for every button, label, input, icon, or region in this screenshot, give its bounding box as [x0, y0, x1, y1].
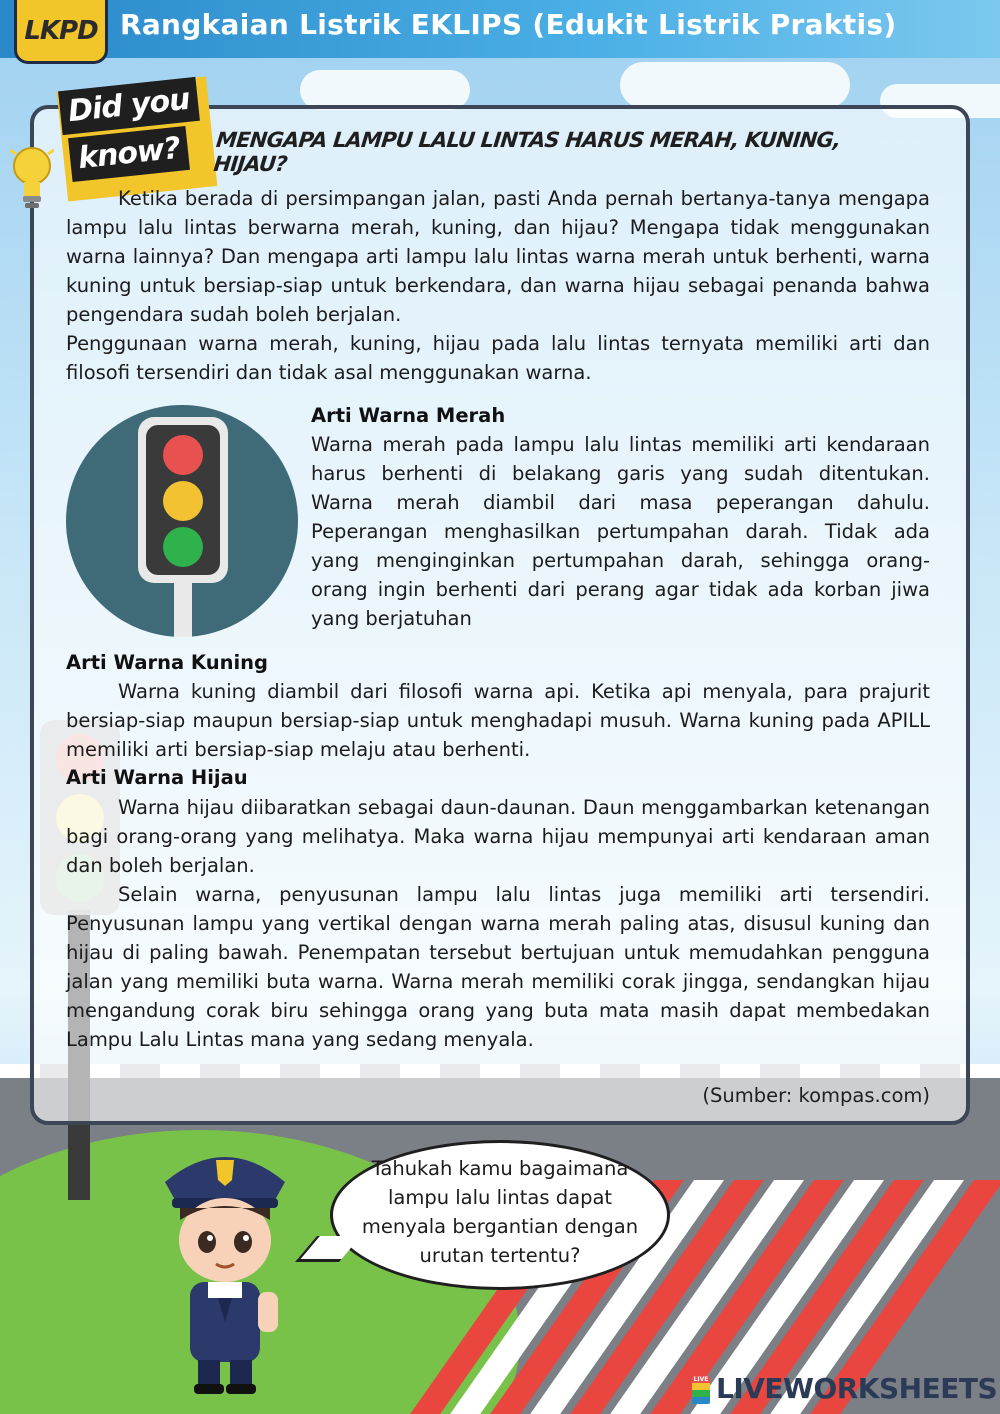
- article-question: MENGAPA LAMPU LALU LINTAS HARUS MERAH, KUNING, HIJAU?: [212, 128, 842, 176]
- intro-paragraph-1: Ketika berada di persimpangan jalan, pasti Anda pernah bertanya-tanya mengapa lampu lalu lintas berwarna merah, kuning, dan hijau? Mengapa tidak menggunakan warna lainnya? Dan mengapa arti lampu lalu lintas warna merah untuk berhenti, warna kuning untuk bersiap-siap untuk berkendara, dan warna hijau sebagai penanda bahwa pengendara sudah boleh berjalan.: [66, 187, 930, 326]
- traffic-light-icon: [66, 405, 298, 637]
- yellow-body: Warna kuning diambil dari filosofi warna api. Ketika api menyala, para prajurit bersiap-siap maupun bersiap-siap untuk menghadapi musuh. Warna kuning pada APILL memiliki arti bersiap-siap melaju atau berhenti.: [66, 680, 930, 761]
- page-title: Rangkaian Listrik EKLIPS (Edukit Listrik Praktis): [120, 8, 897, 41]
- did-you-know-banner: [42, 78, 202, 198]
- yellow-heading: Arti Warna Kuning: [66, 651, 268, 674]
- liveworksheets-brand[interactable]: LIVEWORKSHEETS: [716, 1372, 998, 1405]
- liveworksheets-logo: LIVE: [692, 1376, 710, 1404]
- cloud: [620, 62, 850, 108]
- green-body: Warna hijau diibaratkan sebagai daun-daunan. Daun menggambarkan ketenangan bagi orang-orang yang melihatya. Maka warna hijau mempunyai arti kendaraan aman dan boleh berjalan.: [66, 796, 930, 877]
- banner-line-1: Did you: [58, 77, 199, 135]
- source-credit: (Sumber: kompas.com): [702, 1084, 930, 1107]
- green-heading: Arti Warna Hijau: [66, 766, 248, 789]
- red-heading: Arti Warna Merah: [311, 404, 506, 427]
- intro-paragraph-2: Penggunaan warna merah, kuning, hijau pada lalu lintas ternyata memiliki arti dan filosofi tersendiri dan tidak asal menggunakan warna.: [66, 332, 930, 384]
- speech-bubble-text: Tahukah kamu bagaimana lampu lalu lintas dapat menyala bergantian dengan urutan tertentu?: [361, 1157, 639, 1267]
- lightbulb-icon: [10, 140, 54, 212]
- banner-line-2: know?: [68, 126, 190, 182]
- police-character: [150, 1142, 300, 1397]
- lkpd-badge: LKPD: [14, 0, 108, 64]
- cloud: [300, 70, 470, 110]
- red-body: Warna merah pada lampu lalu lintas memiliki arti kendaraan harus berhenti di belakang garis yang sudah ditentukan. Warna merah diambil dari masa peperangan dahulu. Peperangan menghasilkan pertumpahan darah. Tidak ada yang menginginkan pertumpahan darah, sehingga orang-orang ingin berhenti dari perang agar tidak ada korban jiwa yang berjatuhan: [311, 433, 930, 630]
- arrangement-paragraph: Selain warna, penyusunan lampu lalu lintas juga memiliki arti tersendiri. Penyusunan lampu yang vertikal dengan warna merah paling atas, disusul kuning dan hijau di paling bawah. Penempatan tersebut bertujuan untuk memudahkan pengguna jalan yang memiliki buta warna. Warna merah memiliki corak jingga, sendangkan hijau mengandung corak biru sehingga orang yang buta mata masih dapat membedakan Lampu Lalu Lintas mana yang sedang menyala.: [66, 883, 930, 1051]
